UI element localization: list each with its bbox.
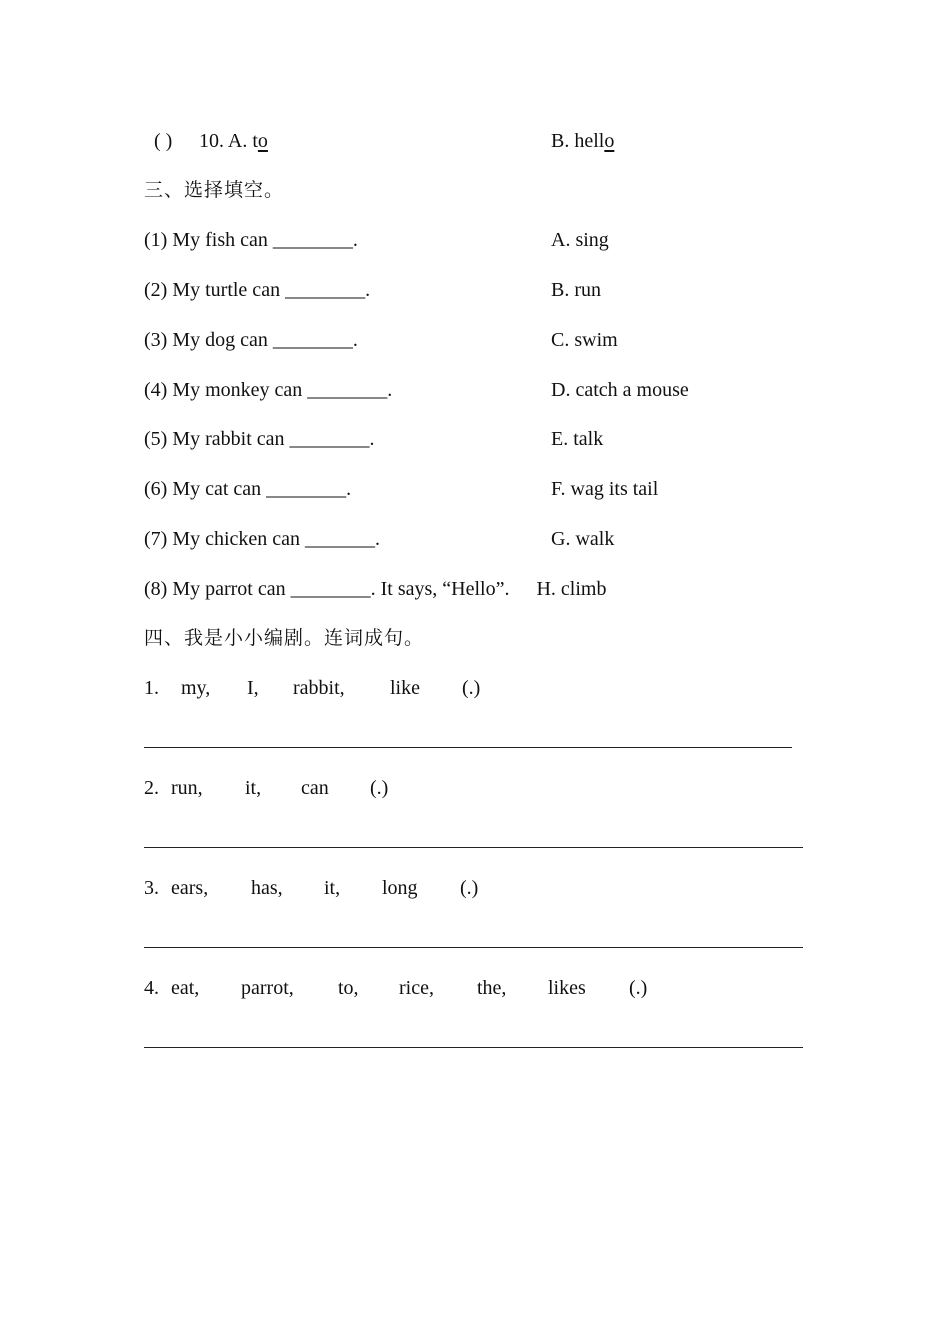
word: (.) — [460, 877, 479, 899]
word: rice, — [399, 977, 434, 999]
answer-paren: ( ) — [154, 130, 173, 152]
reorder-question-4 — [144, 975, 647, 1001]
fill-item-3: (3) My dog can ________. — [144, 329, 358, 351]
word: to, — [338, 977, 359, 999]
word: my, — [181, 677, 211, 699]
option-5: E. talk — [551, 428, 604, 450]
question-number: 10. — [199, 130, 224, 152]
fill-item-8-text: (8) My parrot can ________. It says, “Hello”. — [144, 578, 510, 600]
answer-line[interactable] — [144, 847, 803, 848]
fill-item-2: (2) My turtle can ________. — [144, 279, 371, 301]
option-2: B. run — [551, 279, 601, 301]
answer-line[interactable] — [144, 1047, 803, 1048]
word: it, — [245, 777, 262, 799]
section-3-title: 三、选择填空。 — [144, 179, 285, 201]
word: (.) — [462, 677, 481, 699]
word: has, — [251, 877, 283, 899]
word: like — [390, 677, 420, 699]
fill-item-1: (1) My fish can ________. — [144, 229, 358, 251]
question-number: 2. — [144, 777, 159, 799]
option-1: A. sing — [551, 229, 609, 251]
word: I, — [247, 677, 259, 699]
fill-item-4: (4) My monkey can ________. — [144, 379, 393, 401]
reorder-question-1 — [144, 675, 480, 701]
question-10 — [144, 128, 268, 154]
word: can — [301, 777, 329, 799]
word: (.) — [629, 977, 648, 999]
option-b-underlined: o — [604, 130, 615, 152]
fill-item-5: (5) My rabbit can ________. — [144, 428, 375, 450]
section-4-title: 四、我是小小编剧。连词成句。 — [144, 627, 425, 649]
option-3: C. swim — [551, 329, 618, 351]
reorder-question-3 — [144, 875, 478, 901]
option-a-underlined: o — [257, 130, 268, 152]
fill-item-6: (6) My cat can ________. — [144, 478, 352, 500]
word: the, — [477, 977, 507, 999]
option-8: H. climb — [536, 578, 607, 600]
word: eat, — [171, 977, 200, 999]
reorder-question-2 — [144, 775, 388, 801]
question-number: 1. — [144, 677, 159, 699]
word: (.) — [370, 777, 389, 799]
option-7: G. walk — [551, 528, 615, 550]
fill-item-8 — [144, 576, 606, 602]
word: it, — [324, 877, 341, 899]
question-number: 3. — [144, 877, 159, 899]
fill-item-7: (7) My chicken can _______. — [144, 528, 381, 550]
answer-line[interactable] — [144, 747, 792, 748]
word: ears, — [171, 877, 209, 899]
word: likes — [548, 977, 586, 999]
option-4: D. catch a mouse — [551, 379, 689, 401]
word: run, — [171, 777, 203, 799]
question-10-option-b — [551, 128, 614, 154]
answer-line[interactable] — [144, 947, 803, 948]
option-a-prefix: A. t — [227, 130, 258, 152]
option-b-prefix: B. hell — [551, 130, 605, 152]
word: parrot, — [241, 977, 294, 999]
question-number: 4. — [144, 977, 159, 999]
word: rabbit, — [293, 677, 345, 699]
option-6: F. wag its tail — [551, 478, 659, 500]
word: long — [382, 877, 418, 899]
